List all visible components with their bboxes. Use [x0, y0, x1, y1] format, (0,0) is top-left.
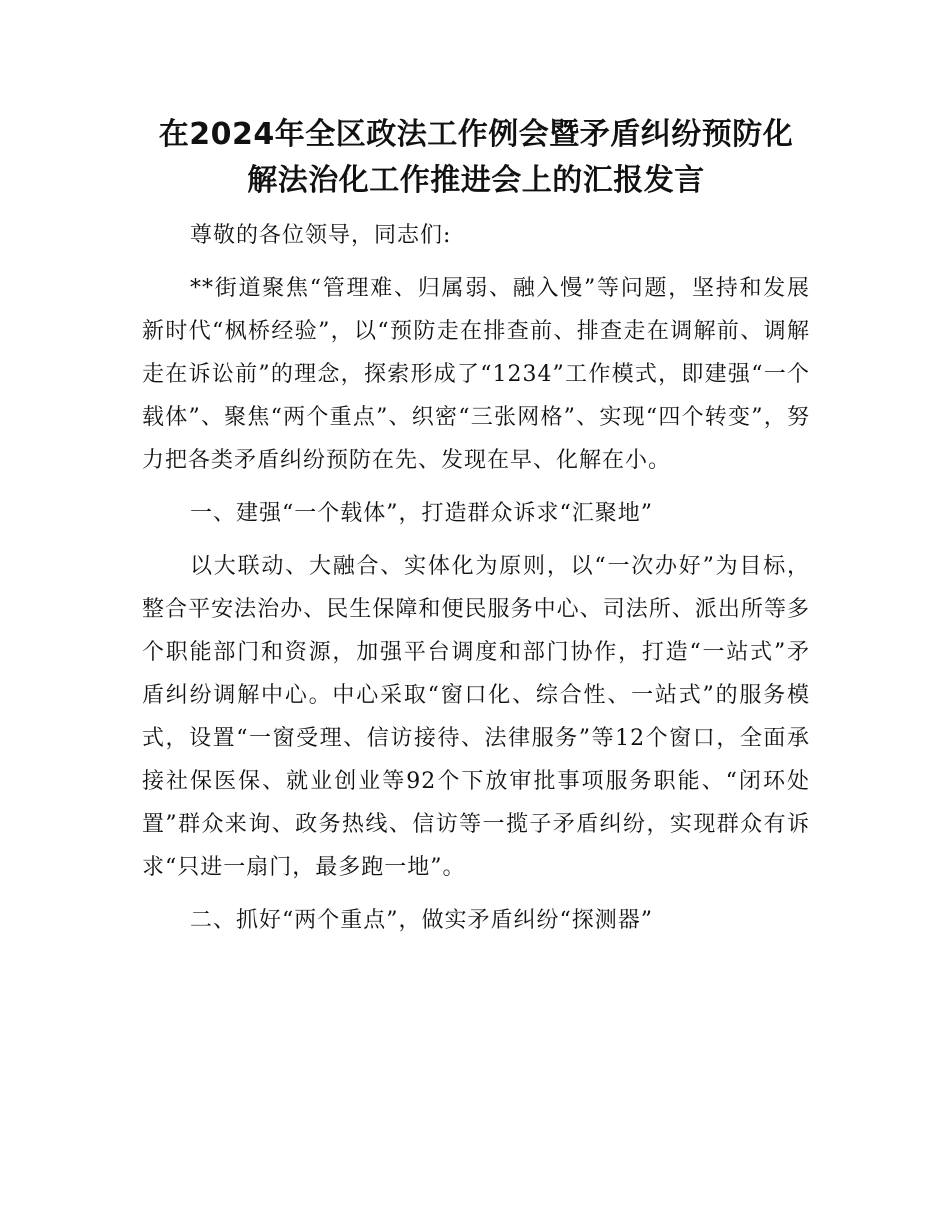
document-title-line-1: 在2024年全区政法工作例会暨矛盾纠纷预防化 — [158, 117, 794, 152]
section-1-paragraph: 以大联动、大融合、实体化为原则，以“一次办好”为目标，整合平安法治办、民生保障和便民服务中心、司法所、派出所等多个职能部门和资源，加强平台调度和部门协作，打造“一站式”矛盾纠纷调解中心。中心采取“窗口化、综合性、一站式”的服务模式，设置“一窗受理、信访接待、法律服务”等12个窗口，全面承接社保医保、就业创业等92个下放审批事项服务职能、“闭环处置”群众来询、政务热线、信访等一揽子矛盾纠纷，实现群众有诉求“只进一扇门，最多跑一地”。 — [142, 554, 810, 880]
document-title-line-2: 解法治化工作推进会上的汇报发言 — [247, 163, 705, 198]
document-title — [142, 112, 810, 204]
section-2-heading: 二、抓好“两个重点”，做实矛盾纠纷“探测器” — [190, 908, 653, 933]
document-page — [142, 112, 810, 942]
intro-paragraph: **街道聚焦“管理难、归属弱、融入慢”等问题，坚持和发展新时代“枫桥经验”，以“预防走在排查前、排查走在调解前、调解走在诉讼前”的理念，探索形成了“1234”工作模式，即建强“一个载体”、聚焦“两个重点”、织密“三张网格”、实现“四个转变”，努力把各类矛盾纠纷预防在先、发现在早、化解在小。 — [142, 276, 810, 473]
salutation: 尊敬的各位领导，同志们: — [190, 223, 452, 248]
section-1-heading: 一、建强“一个载体”，打造群众诉求“汇聚地” — [190, 501, 653, 526]
